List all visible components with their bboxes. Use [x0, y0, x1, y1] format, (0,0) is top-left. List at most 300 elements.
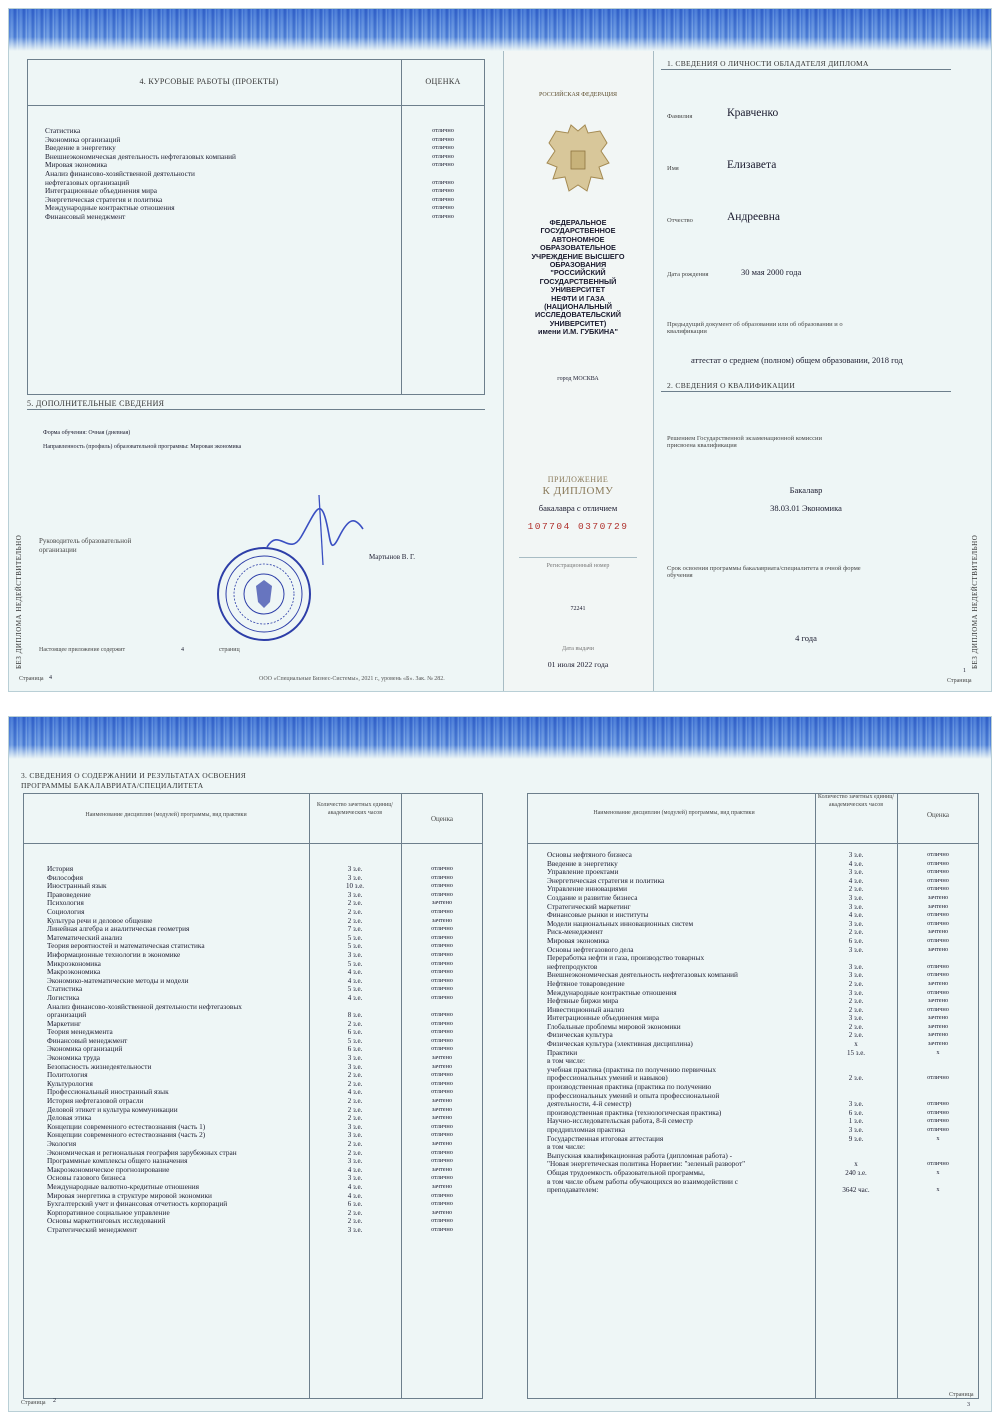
country: РОССИЙСКАЯ ФЕДЕРАЦИЯ: [538, 92, 618, 98]
discipline-grade: отлично: [927, 919, 949, 927]
discipline-grade: отлично: [431, 1045, 453, 1053]
discipline-name: Безопасность жизнедеятельности: [47, 1062, 152, 1071]
discipline-units: 3 з.е.: [848, 893, 864, 902]
discipline-grade: отлично: [927, 1126, 949, 1133]
section-title-1: 3. СВЕДЕНИЯ О СОДЕРЖАНИИ И РЕЗУЛЬТАТАХ ОСВОЕНИЯ: [21, 771, 247, 780]
coursework-name: нефтегазовых организаций: [45, 178, 130, 187]
discipline-grade: отлично: [927, 936, 949, 944]
coursework-grade: отлично: [432, 187, 454, 195]
coursework-grade: [405, 170, 481, 179]
discipline-grade: [899, 1152, 977, 1161]
discipline-units: 2 з.е.: [347, 1079, 363, 1088]
institution-line: УНИВЕРСИТЕТ: [550, 285, 606, 295]
discipline-name: Программные комплексы общего назначения: [47, 1157, 188, 1166]
discipline-name: Иностранный язык: [47, 882, 107, 891]
discipline-grade: зачтено: [927, 945, 949, 953]
discipline-units: 2 з.е.: [848, 997, 864, 1006]
discipline-name: Микроэкономика: [47, 959, 101, 968]
discipline-name: Мировая экономика: [547, 936, 610, 945]
discipline-grade: отлично: [431, 882, 453, 890]
discipline-grade: зачтено: [927, 902, 949, 910]
coursework-grades: [405, 127, 481, 222]
discipline-grade: отлично: [927, 1160, 949, 1168]
discipline-name: производственная практика (практика по получению: [547, 1083, 712, 1092]
discipline-name: Внешнеэкономическая деятельность нефтегазовых компаний: [547, 971, 738, 980]
discipline-units: 4 з.е.: [347, 968, 363, 977]
discipline-name: Корпоративное социальное управление: [47, 1208, 170, 1217]
page-label-bottom-left: Страница: [21, 1400, 46, 1406]
discipline-grade: отлично: [927, 868, 949, 876]
left-names: [47, 865, 307, 1235]
discipline-units: 2 з.е.: [347, 907, 363, 916]
discipline-units: 2 з.е.: [347, 1114, 363, 1123]
institution-line: "РОССИЙСКИЙ: [550, 268, 606, 278]
discipline-grade: отлично: [927, 988, 949, 996]
discipline-units: 2 з.е.: [347, 899, 363, 908]
discipline-grade: отлично: [431, 1028, 453, 1036]
discipline-name: Статистика: [47, 985, 83, 994]
page-label-left: Страница: [19, 676, 44, 682]
diploma-appendix-page-1-4: [8, 8, 992, 692]
birth-label: Дата рождения: [667, 271, 709, 278]
discipline-name: Маркетинг: [47, 1019, 81, 1028]
col-grade-right: Оценка: [926, 811, 950, 819]
discipline-name: в том числе:: [547, 1057, 586, 1066]
discipline-units: 2 з.е.: [848, 1031, 864, 1040]
discipline-units: 3 з.е.: [848, 988, 864, 997]
coursework-grade: отлично: [432, 195, 454, 203]
discipline-name: Основы нефтяного бизнеса: [547, 851, 632, 859]
discipline-name: преддипломная практика: [547, 1126, 626, 1134]
discipline-units: 2 з.е.: [347, 1097, 363, 1106]
discipline-name: учебная практика (практика по получению первичных: [547, 1065, 717, 1074]
discipline-grade: x: [936, 1048, 940, 1056]
institution-line: ОБРАЗОВАНИЯ: [549, 260, 607, 270]
discipline-name: Модели национальных инновационных систем: [547, 919, 694, 928]
discipline-units: 4 з.е.: [347, 976, 363, 985]
discipline-grade: отлично: [431, 925, 453, 933]
discipline-name: Экономика труда: [47, 1054, 101, 1063]
institution-line: НЕФТИ И ГАЗА: [551, 293, 605, 303]
coursework-name: Внешнеэкономическая деятельность нефтегазовых компаний: [45, 152, 236, 161]
pages-label: Настоящее приложение содержит: [39, 647, 126, 653]
patronymic: Андреевна: [727, 211, 780, 223]
discipline-name: Логистика: [47, 993, 80, 1002]
discipline-units: 3 з.е.: [848, 971, 864, 980]
discipline-grade: [899, 1092, 977, 1101]
discipline-grade: отлично: [927, 1005, 949, 1013]
discipline-name: в том числе объем работы обучающихся во взаимодействии с: [547, 1177, 739, 1186]
discipline-name: Теория вероятностей и математическая статистика: [47, 942, 205, 951]
discipline-units: 3 з.е.: [347, 1054, 363, 1063]
discipline-name: Интеграционные объединения мира: [547, 1014, 659, 1023]
discipline-grade: зачтено: [431, 916, 453, 924]
discipline-name: История: [47, 865, 74, 873]
discipline-grade: зачтено: [431, 1140, 453, 1147]
discipline-grade: x: [936, 1168, 940, 1176]
discipline-units: 6 з.е.: [347, 1028, 363, 1037]
discipline-units: 3 з.е.: [848, 851, 864, 859]
discipline-units: [817, 1057, 895, 1066]
discipline-units: 2 з.е.: [347, 1217, 363, 1226]
institution-line: ФЕДЕРАЛЬНОЕ: [549, 218, 607, 227]
discipline-units: 6 з.е.: [347, 1045, 363, 1054]
discipline-name: Культура речи и деловое общение: [47, 916, 153, 925]
discipline-grade: зачтено: [927, 997, 949, 1005]
eagle-emblem-icon: [541, 121, 615, 203]
discipline-units: 2 з.е.: [347, 1148, 363, 1157]
discipline-grade: отлично: [927, 1108, 949, 1116]
discipline-grade: отлично: [431, 993, 453, 1001]
discipline-name: Практики: [547, 1048, 578, 1057]
discipline-units: 1 з.е.: [848, 1117, 864, 1126]
discipline-name: Нефтяные биржи мира: [547, 997, 619, 1006]
discipline-grade: отлично: [431, 950, 453, 958]
coursework-name: Анализ финансово-хозяйственной деятельности: [45, 169, 195, 178]
discipline-grade: отлично: [431, 985, 453, 993]
page-num-right: 1: [963, 668, 966, 674]
first-name: Елизавета: [727, 159, 777, 171]
discipline-units: [817, 1066, 895, 1075]
coursework-grade: отлично: [432, 204, 454, 212]
prev-doc-label: Предыдущий документ об образовании или об образовании и о квалификации: [667, 321, 843, 335]
discipline-units: 3 з.е.: [347, 865, 363, 873]
discipline-name: Экономика организаций: [47, 1045, 123, 1054]
discipline-units: 4 з.е.: [347, 1191, 363, 1200]
page-label-right: Страница: [947, 678, 972, 684]
discipline-units: 8 з.е.: [347, 1011, 363, 1020]
discipline-units: 4 з.е.: [347, 1182, 363, 1191]
discipline-units: 4 з.е.: [848, 859, 864, 868]
discipline-name: Научно-исследовательская работа, 8-й семестр: [547, 1117, 693, 1126]
discipline-name: Инвестиционный анализ: [547, 1005, 625, 1014]
discipline-grade: отлично: [431, 968, 453, 976]
discipline-name: Социология: [47, 907, 85, 916]
discipline-name: Информационные технологии в экономике: [47, 950, 181, 959]
discipline-grade: отлично: [431, 1036, 453, 1044]
discipline-name: История нефтегазовой отрасли: [47, 1097, 144, 1106]
discipline-units: 4 з.е.: [347, 993, 363, 1002]
prev-doc: аттестат о среднем (полном) общем образовании, 2018 год: [691, 355, 903, 365]
discipline-name: Экология: [47, 1140, 77, 1148]
discipline-units: 3 з.е.: [347, 1131, 363, 1140]
discipline-name: Введение в энергетику: [547, 859, 618, 868]
reg-label: Регистрационный номер: [546, 563, 610, 569]
discipline-grade: зачтено: [431, 1105, 453, 1113]
discipline-name: Экономическая и региональная география зарубежных стран: [47, 1148, 237, 1157]
discipline-grade: зачтено: [431, 1114, 453, 1122]
discipline-name: "Новая энергетическая политика Норвегии: "зеленый разворот": [547, 1160, 746, 1169]
discipline-grade: зачтено: [927, 1031, 949, 1039]
discipline-name: Макроэкономика: [47, 968, 101, 977]
discipline-units: 3 з.е.: [848, 1126, 864, 1134]
issue-date: 01 июля 2022 года: [547, 660, 609, 669]
study-form: Форма обучения: Очная (дневная): [43, 430, 131, 436]
discipline-name: Глобальные проблемы мировой экономики: [547, 1022, 681, 1031]
official-seal: [214, 544, 314, 644]
serial-number: 107704 0370729: [527, 521, 629, 532]
coursework-name: Финансовый менеджмент: [45, 212, 126, 221]
discipline-units: 5 з.е.: [347, 1036, 363, 1045]
discipline-grade: отлично: [431, 1174, 453, 1182]
discipline-name: Финансовые рынки и институты: [547, 911, 649, 920]
discipline-units: 3 з.е.: [347, 1225, 363, 1234]
surname-label: Фамилия: [667, 113, 693, 120]
coursework-header: 4. КУРСОВЫЕ РАБОТЫ (ПРОЕКТЫ): [139, 77, 279, 86]
vertical-note-right: БЕЗ ДИПЛОМА НЕДЕЙСТВИТЕЛЬНО: [971, 534, 979, 669]
discipline-name: Философия: [47, 873, 84, 882]
city: город МОСКВА: [557, 376, 599, 382]
discipline-units: [817, 954, 895, 963]
discipline-units: 4 з.е.: [848, 911, 864, 920]
discipline-grade: [403, 1003, 481, 1012]
coursework-grade: отлично: [432, 178, 454, 186]
additional-header: 5. ДОПОЛНИТЕЛЬНЫЕ СВЕДЕНИЯ: [27, 399, 165, 408]
discipline-grade: отлично: [431, 1225, 453, 1233]
discipline-units: [311, 1003, 399, 1012]
coursework-name: Мировая экономика: [45, 161, 108, 170]
vertical-note-left: БЕЗ ДИПЛОМА НЕДЕЙСТВИТЕЛЬНО: [15, 534, 23, 669]
discipline-units: 2 з.е.: [347, 1208, 363, 1217]
discipline-name: Деловая этика: [47, 1114, 92, 1123]
discipline-name: Общая трудоемкость образовательной программы,: [547, 1168, 705, 1177]
coursework-grade: отлично: [432, 135, 454, 143]
discipline-grade: отлично: [431, 1079, 453, 1087]
decorative-band: [9, 717, 991, 759]
discipline-grade: зачтено: [431, 1054, 453, 1062]
discipline-grade: отлично: [431, 873, 453, 881]
institution-line: АВТОНОМНОЕ: [551, 234, 605, 244]
discipline-grade: отлично: [431, 865, 453, 872]
discipline-grade: [899, 1066, 977, 1075]
discipline-grade: отлично: [431, 1148, 453, 1156]
discipline-grade: зачтено: [927, 893, 949, 901]
commission-label: Решением Государственной экзаменационной комиссии присвоена квалификация: [667, 435, 822, 449]
page-num-bottom-left: 2: [53, 1398, 56, 1404]
discipline-grade: отлично: [927, 971, 949, 979]
institution-name: [503, 219, 653, 337]
discipline-name: Политология: [47, 1071, 88, 1080]
discipline-units: 2 з.е.: [347, 1071, 363, 1080]
col-units-left: Количество зачетных единиц/ академических часов: [316, 802, 394, 816]
discipline-units: 3 з.е.: [848, 962, 864, 971]
discipline-name: Энергетическая стратегия и политика: [547, 876, 665, 885]
discipline-name: Нефтяное товароведение: [547, 979, 625, 988]
discipline-grade: отлично: [927, 911, 949, 919]
discipline-grade: зачтено: [927, 1040, 949, 1048]
discipline-name: Стратегический маркетинг: [547, 902, 631, 911]
discipline-name: Культурология: [47, 1079, 93, 1088]
discipline-name: Государственная итоговая аттестация: [547, 1134, 664, 1143]
discipline-name: профессиональных умений и навыков): [547, 1074, 668, 1083]
discipline-grade: зачтено: [927, 1014, 949, 1022]
discipline-name: Концепции современного естествознания (часть 1): [47, 1122, 206, 1131]
discipline-units: 15 з.е.: [846, 1048, 866, 1057]
discipline-grade: отлично: [431, 907, 453, 915]
surname: Кравченко: [727, 107, 779, 119]
qualification: Бакалавр: [789, 485, 823, 495]
discipline-units: 3 з.е.: [347, 890, 363, 899]
discipline-units: [817, 1152, 895, 1161]
discipline-grade: отлично: [927, 1117, 949, 1125]
discipline-units: x: [854, 1040, 858, 1049]
discipline-name: профессиональных умений и опыта профессиональной: [547, 1091, 720, 1100]
discipline-units: 6 з.е.: [347, 1200, 363, 1209]
section-title-2: ПРОГРАММЫ БАКАЛАВРИАТА/СПЕЦИАЛИТЕТА: [21, 781, 204, 790]
coursework-table: [27, 59, 485, 395]
institution-line: ГОСУДАРСТВЕННОЕ: [540, 226, 616, 236]
discipline-grade: зачтено: [431, 1208, 453, 1216]
discipline-units: [817, 1092, 895, 1101]
discipline-units: 2 з.е.: [848, 1005, 864, 1014]
discipline-units: 3 з.е.: [347, 1157, 363, 1166]
discipline-units: 6 з.е.: [848, 1108, 864, 1117]
discipline-name: Психология: [47, 899, 84, 908]
discipline-units: 2 з.е.: [848, 979, 864, 988]
discipline-grade: отлично: [927, 859, 949, 867]
discipline-grade: отлично: [431, 890, 453, 898]
discipline-grade: отлично: [927, 1074, 949, 1082]
discipline-units: 4 з.е.: [848, 876, 864, 885]
discipline-units: 3 з.е.: [347, 1062, 363, 1071]
discipline-name: Экономико-математические методы и модели: [47, 976, 189, 985]
discipline-grade: отлично: [927, 962, 949, 970]
patronymic-label: Отчество: [667, 217, 693, 224]
head-name: Мартынов В. Г.: [369, 553, 415, 561]
discipline-name: в том числе:: [547, 1143, 586, 1152]
discipline-name: деятельности, 4-й семестр): [547, 1100, 632, 1109]
discipline-units: 3 з.е.: [848, 1100, 864, 1109]
grade-header: ОЦЕНКА: [425, 77, 461, 86]
degree: бакалавра с отличием: [538, 503, 618, 513]
discipline-grade: зачтено: [431, 1165, 453, 1173]
discipline-units: 2 з.е.: [848, 1022, 864, 1031]
personal-header: 1. СВЕДЕНИЯ О ЛИЧНОСТИ ОБЛАДАТЕЛЯ ДИПЛОМА: [667, 59, 869, 68]
discipline-units: 3 з.е.: [848, 945, 864, 954]
institution-line: имени И.М. ГУБКИНА": [538, 327, 618, 337]
term: 4 года: [795, 633, 817, 643]
coursework-name: Международные контрактные отношения: [45, 204, 175, 213]
discipline-grade: зачтено: [927, 928, 949, 936]
discipline-name: Выпускная квалификационная работа (дипломная работа) -: [547, 1151, 733, 1160]
discipline-grade: [899, 954, 977, 963]
discipline-units: 3 з.е.: [347, 1122, 363, 1131]
coursework-name: Энергетическая стратегия и политика: [45, 195, 163, 204]
discipline-grade: отлично: [927, 851, 949, 858]
col-name-right: Наименование дисциплин (модулей) программы, вид практики: [593, 810, 755, 816]
diploma-appendix-page-2-3: [8, 716, 992, 1412]
institution-line: ГОСУДАРСТВЕННЫЙ: [539, 276, 617, 286]
discipline-units: 5 з.е.: [347, 942, 363, 951]
coursework-grade: отлично: [432, 152, 454, 160]
discipline-name: производственная практика (технологическая практика): [547, 1108, 722, 1117]
term-label: Срок освоения программы бакалавриата/специалитета в очной форме обучения: [667, 565, 861, 579]
discipline-units: 3 з.е.: [848, 1014, 864, 1023]
speciality: 38.03.01 Экономика: [770, 503, 842, 513]
discipline-grade: [899, 1143, 977, 1152]
pages-count: 4: [181, 647, 184, 653]
discipline-name: организаций: [47, 1011, 87, 1020]
discipline-units: 3 з.е.: [347, 1174, 363, 1183]
discipline-name: Создание и развитие бизнеса: [547, 893, 638, 902]
coursework-names: [45, 127, 395, 222]
discipline-units: 4 з.е.: [347, 1165, 363, 1174]
discipline-units: 2 з.е.: [848, 928, 864, 937]
col-units-right: Количество зачетных единиц/ академических часов: [817, 794, 895, 808]
discipline-units: 3 з.е.: [848, 902, 864, 911]
discipline-grade: [899, 1083, 977, 1092]
discipline-name: Анализ финансово-хозяйственной деятельности нефтегазовых: [47, 1002, 242, 1011]
institution-line: (НАЦИОНАЛЬНЫЙ: [544, 302, 612, 312]
discipline-units: 3 з.е.: [347, 950, 363, 959]
institution-line: УНИВЕРСИТЕТ): [549, 318, 607, 328]
discipline-units: 3642 час.: [842, 1186, 870, 1195]
discipline-name: Физическая культура: [547, 1031, 613, 1040]
discipline-grade: зачтено: [927, 1022, 949, 1030]
discipline-units: [817, 1083, 895, 1092]
discipline-units: 2 з.е.: [848, 885, 864, 894]
discipline-name: Основы нефтегазового дела: [547, 945, 634, 954]
discipline-name: Управление проектами: [547, 868, 619, 877]
discipline-name: Основы газового бизнеса: [47, 1174, 126, 1183]
col-grade-left: Оценка: [430, 815, 454, 823]
discipline-units: x: [854, 1160, 858, 1169]
discipline-units: 3 з.е.: [848, 868, 864, 877]
discipline-name: Финансовый менеджмент: [47, 1036, 128, 1045]
discipline-grade: зачтено: [927, 979, 949, 987]
discipline-grade: отлично: [431, 1011, 453, 1019]
coursework-name: Интеграционные объединения мира: [45, 187, 157, 196]
discipline-name: нефтепродуктов: [547, 962, 598, 971]
discipline-name: преподавателем:: [547, 1186, 599, 1195]
discipline-name: Физическая культура (элективная дисциплина): [547, 1040, 693, 1049]
discipline-grade: x: [936, 1186, 940, 1194]
reg-number: 72241: [570, 606, 586, 612]
discipline-units: 5 з.е.: [347, 933, 363, 942]
discipline-units: [817, 1143, 895, 1152]
discipline-grade: отлично: [431, 1071, 453, 1079]
discipline-units: 9 з.е.: [848, 1134, 864, 1143]
birth-date: 30 мая 2000 года: [741, 267, 802, 277]
discipline-grade: отлично: [431, 1131, 453, 1139]
coursework-grade: отлично: [432, 212, 454, 220]
discipline-grade: отлично: [927, 1100, 949, 1108]
institution-line: УЧРЕЖДЕНИЕ ВЫСШЕГО: [531, 251, 625, 261]
to-diploma: К ДИПЛОМУ: [542, 485, 614, 497]
right-names: [547, 851, 813, 1195]
appendix-title: ПРИЛОЖЕНИЕ: [547, 475, 609, 484]
discipline-name: Линейная алгебра и аналитическая геометрия: [47, 925, 190, 934]
discipline-grade: отлично: [431, 1200, 453, 1208]
discipline-name: Профессиональный иностранный язык: [47, 1088, 169, 1097]
discipline-grade: x: [936, 1134, 940, 1142]
discipline-grade: отлично: [431, 1217, 453, 1225]
coursework-grade: отлично: [432, 161, 454, 169]
page-num-left: 4: [49, 675, 52, 681]
discipline-units: 240 з.е.: [845, 1168, 867, 1177]
discipline-units: 2 з.е.: [347, 916, 363, 925]
discipline-grade: отлично: [431, 976, 453, 984]
discipline-grade: [899, 1057, 977, 1066]
discipline-units: 10 з.е.: [345, 882, 365, 891]
discipline-grade: отлично: [431, 1019, 453, 1027]
discipline-name: Международные контрактные отношения: [547, 988, 677, 997]
left-units: [311, 865, 399, 1235]
discipline-name: Макроэкономическое прогнозирование: [47, 1165, 170, 1174]
discipline-name: Бухгалтерский учет и финансовая отчетность корпораций: [47, 1200, 228, 1209]
discipline-grade: отлично: [431, 1122, 453, 1130]
discipline-name: Математический анализ: [47, 933, 123, 942]
